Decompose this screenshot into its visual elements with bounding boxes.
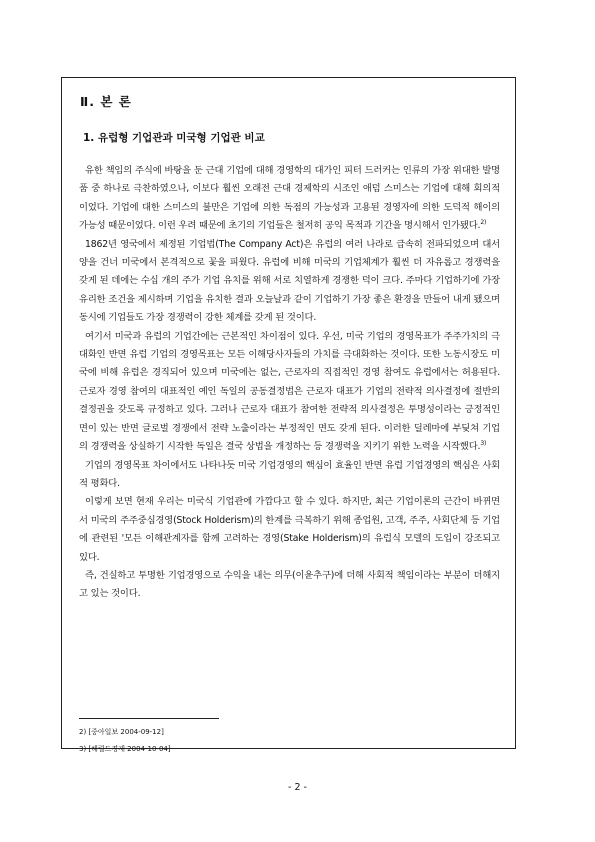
paragraph: 이렇게 보면 현재 우리는 미국식 기업관에 가깝다고 할 수 있다. 하지만, 최근 기업이론의 근간이 바뀌면서 미국의 주주중심경영(Stock Holderism)의 한계를 극복하기 위해 종업원, 고객, 주주, 사회단체 등 기업에 관련된 '모든 이해관계자를 함께 고려하는 경영(Stake Holderism)의 유럽식 모델의 도입이 강조되고 있다.	[79, 496, 500, 563]
content-box	[61, 77, 516, 753]
body-text	[79, 162, 500, 604]
footnote-ref: 2)	[480, 219, 487, 227]
footnote-divider	[79, 718, 219, 719]
page-number: - 2 -	[288, 782, 307, 793]
paragraph: 유한 책임의 주식에 바탕을 둔 근대 기업에 대해 경영학의 대가인 피터 드러커는 인류의 가장 위대한 발명품 중 하나로 극찬하였으나, 이보다 훨씬 오래전 근대 경제학의 시조인 애덤 스미스는 기업에 대해 회의적이었다. 기업에 대한 스미스의 불만은 기업에 의한 독점의 가능성과 고용된 경영자에 의한 도덕적 해이의 가능성 때문이었다. 이런 우려 때문에 초기의 기업들은 철저히 공익 목적과 기간을 명시해서 인가됐다.$^{2)}$	[79, 165, 500, 232]
paragraph: 즉, 건실하고 투명한 기업경영으로 수익을 내는 의무(이윤추구)에 더해 사회적 책임이라는 부분이 더해지고 있는 것이다.	[79, 569, 500, 600]
footnote-ref: 3)	[480, 440, 487, 447]
paragraph: 기업의 경영목표 차이에서도 나타나듯 미국 기업경영의 핵심이 효율인 반면 유럽 기업경영의 핵심은 사회적 평화다.	[79, 459, 500, 489]
paragraph: 여기서 미국과 유럽의 기업간에는 근본적인 차이점이 있다. 우선, 미국 기업의 경영목표가 주주가치의 극대화인 반면 유럽 기업의 경영목표는 모든 이해당사자들의 가치를 극대화하는 것이다. 또한 노동시장도 미국에 비해 유럽은 경직되어 있으며 미국에는 없는, 근로자의 직접적인 경영 참여도 유럽에서는 허용된다. 근로자 경영 참여의 대표적인 예인 독일의 공동결정법은 근로자 대표가 기업의 전략적 의사결정에 절반의 결정권을 갖도록 규정하고 있다. 그러나 근로자 대표가 참여한 전략적 의사결정은 투명성이라는 긍정적인 면이 있는 반면 글로벌 경쟁에서 전략 노출이라는 부정적인 면도 갖게 된다. 이러한 딜레마에 부딪쳐 기업의 경쟁력을 상실하기 시작한 독일은 결국 상법을 개정하는 등 경쟁력을 지키기 위한 노력을 시작했다.$^{3)}$	[79, 330, 500, 453]
footnote: 2) [중아일보 2004-09-12]	[79, 728, 164, 736]
footnotes	[79, 724, 171, 758]
section-title: Ⅱ. 본 론	[80, 94, 132, 109]
subsection-title: 1. 유럽형 기업관과 미국형 기업관 비교	[83, 132, 265, 144]
paragraph: 1862년 영국에서 제정된 기업법(The Company Act)은 유럽의 여러 나라로 급속히 전파되었으며 대서양을 건너 미국에서 본격적으로 꽃을 피웠다. 유럽에 비해 미국의 기업체계가 훨씬 더 자유롭고 경쟁력을 갖게 된 데에는 수십 개의 주가 기업 유치를 위해 서로 치열하게 경쟁한 덕이 크다. 주마다 기업하기에 가장 유리한 조건을 제시하며 기업을 유치한 결과 오늘날과 같이 기업하기 가장 좋은 환경을 만들어 내게 됐으며 동시에 기업들도 가장 경쟁력이 강한 체계를 갖게 된 것이다.	[79, 238, 500, 324]
footnote: 3) [헤럴드경제 2004-10-04]	[79, 745, 171, 753]
